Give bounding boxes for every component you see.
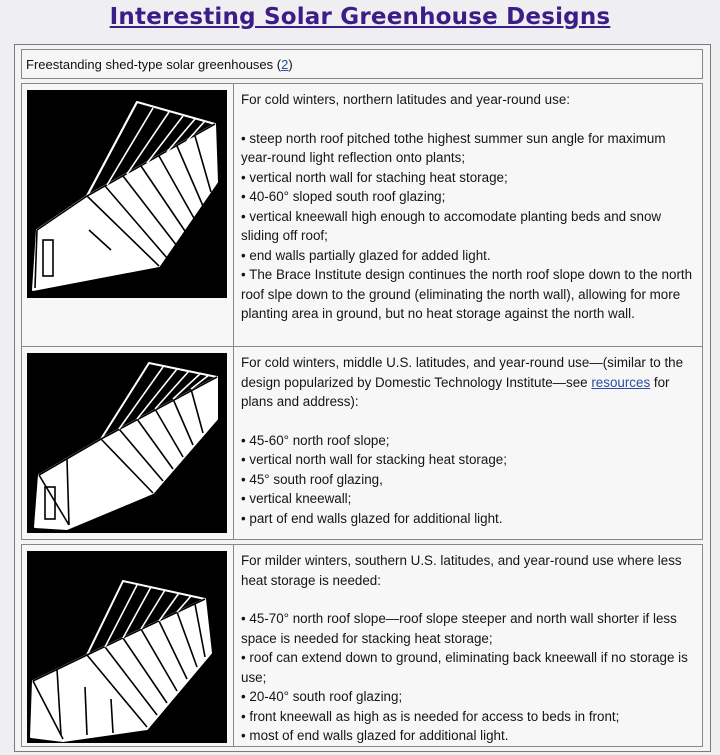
greenhouse-illustration-3 — [27, 551, 227, 743]
bullet-item: • 45-60° north roof slope; — [241, 432, 390, 448]
intro-text: For cold winters, middle U.S. latitudes, and year-round use—(similar to the design popularized by Domestic Technology Institute—see — [241, 355, 684, 390]
header-close: ) — [288, 57, 293, 72]
bullet-item: • vertical north wall for stacking heat storage; — [241, 452, 507, 467]
design-row-1 — [21, 83, 703, 348]
greenhouse-illustration-cell — [22, 347, 234, 539]
bullet-item: • roof can extend down to ground, eliminating back kneewall if no storage is use; — [241, 650, 688, 685]
greenhouse-illustration-1 — [27, 90, 227, 298]
design-description — [234, 84, 702, 347]
design-intro — [241, 353, 694, 412]
design-row-2 — [21, 346, 703, 540]
table-header — [21, 49, 703, 79]
design-intro: For milder winters, southern U.S. latitudes, and year-round use where less heat storage is needed: — [241, 553, 682, 588]
design-row-3 — [21, 544, 703, 747]
bullet-item: • vertical kneewall; — [241, 491, 352, 506]
greenhouse-designs-table — [14, 44, 711, 752]
reference-link[interactable]: 2 — [281, 57, 289, 72]
bullet-item: • The Brace Institute design continues the north roof slope down to the north roof slpe down to the ground (eliminating the north wall), allowing for more planting area in ground, but no heat storage against the north wall. — [241, 267, 693, 321]
design-description — [234, 347, 702, 539]
bullet-item: • steep north roof pitched tothe highest summer sun angle for maximum year-round light reflection onto plants; — [241, 130, 666, 165]
bullet-item: • 20-40° south roof glazing; — [241, 689, 403, 704]
bullet-item: • front kneewall as high as is needed for access to beds in front; — [241, 708, 620, 724]
greenhouse-illustration-cell — [22, 84, 234, 347]
header-text: Freestanding shed-type solar greenhouses ( — [26, 57, 282, 72]
greenhouse-illustration-cell — [22, 545, 234, 746]
bullet-item: • 45° south roof glazing, — [241, 471, 383, 487]
bullet-item: • vertical north wall for staching heat storage; — [241, 169, 508, 185]
intro-text-end: for plans and address): — [241, 374, 670, 409]
bullet-item: • most of end walls glazed for additional light. — [241, 728, 509, 743]
greenhouse-illustration-2 — [27, 353, 227, 533]
design-description — [234, 545, 702, 746]
resources-link[interactable]: resources — [591, 374, 651, 390]
page-title: Interesting Solar Greenhouse Designs — [109, 4, 611, 30]
bullet-item: • vertical kneewall high enough to accomodate planting beds and snow sliding off roof; — [241, 208, 662, 243]
bullet-item: • 45-70° north roof slope—roof slope steeper and north wall shorter if less space is needed for stacking heat storage; — [241, 611, 677, 646]
bullet-item: • 40-60° sloped south roof glazing; — [241, 189, 446, 204]
bullet-item: • part of end walls glazed for additional light. — [241, 510, 503, 526]
design-intro: For cold winters, northern latitudes and year-round use: — [241, 92, 570, 107]
bullet-item: • end walls partially glazed for added light. — [241, 247, 491, 263]
